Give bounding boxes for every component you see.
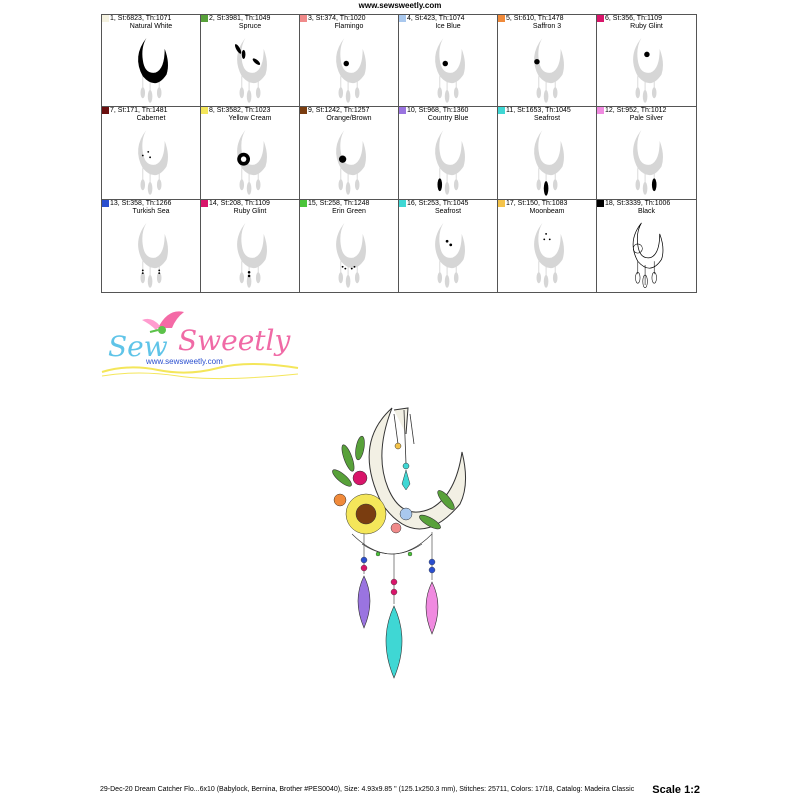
color-cell xyxy=(597,15,696,107)
color-name: Saffron 3 xyxy=(532,23,562,30)
stitch-preview xyxy=(229,33,271,105)
color-swatch xyxy=(300,15,307,22)
color-meta: 12, St:952, Th:1012 xyxy=(605,107,667,115)
stitch-preview xyxy=(427,218,469,290)
site-url: www.sewsweetly.com xyxy=(358,1,442,10)
color-name: Orange/Brown xyxy=(326,115,372,123)
color-swatch xyxy=(300,200,307,207)
color-meta: 11, St:1653, Th:1045 xyxy=(506,107,571,115)
color-swatch xyxy=(597,15,604,22)
color-name: Flamingo xyxy=(334,23,364,30)
color-meta: 7, St:171, Th:1481 xyxy=(110,107,168,115)
scale-label: Scale 1:2 xyxy=(652,784,700,796)
color-name: Natural White xyxy=(129,23,173,30)
color-meta: 1, St:6823, Th:1071 xyxy=(110,15,172,22)
stitch-preview xyxy=(328,218,370,290)
color-swatch xyxy=(102,15,109,22)
color-cell xyxy=(201,200,300,292)
stitch-preview xyxy=(526,218,568,290)
stitch-preview xyxy=(625,125,667,197)
svg-text:www.sewsweetly.com: www.sewsweetly.com xyxy=(146,357,223,366)
color-chart-grid xyxy=(101,14,697,293)
color-cell xyxy=(498,200,597,292)
color-name: Moonbeam xyxy=(529,207,565,215)
color-meta: 5, St:610, Th:1478 xyxy=(506,15,564,22)
color-cell xyxy=(201,107,300,199)
color-swatch xyxy=(201,200,208,207)
color-swatch xyxy=(399,15,406,22)
color-cell xyxy=(597,200,696,292)
color-swatch xyxy=(498,200,505,207)
color-cell xyxy=(201,15,300,107)
color-name: Ruby Glint xyxy=(233,207,267,215)
color-swatch xyxy=(102,200,109,207)
color-swatch xyxy=(201,107,208,114)
color-swatch xyxy=(300,107,307,114)
color-name: Black xyxy=(637,207,656,215)
color-swatch xyxy=(399,107,406,114)
stitch-preview xyxy=(625,218,667,290)
color-swatch xyxy=(597,107,604,114)
color-cell xyxy=(498,107,597,199)
stitch-preview xyxy=(229,218,271,290)
stitch-preview xyxy=(427,125,469,197)
color-cell xyxy=(300,15,399,107)
color-name: Yellow Cream xyxy=(228,115,272,123)
color-name: Country Blue xyxy=(427,115,469,123)
color-meta: 10, St:968, Th:1360 xyxy=(407,107,469,115)
color-cell xyxy=(102,200,201,292)
color-cell xyxy=(399,15,498,107)
dream-catcher-design xyxy=(322,404,480,684)
color-name: Turkish Sea xyxy=(132,207,170,215)
stitch-preview xyxy=(130,125,172,197)
stitch-preview xyxy=(526,125,568,197)
svg-text:Sweetly: Sweetly xyxy=(178,324,291,357)
color-cell xyxy=(102,15,201,107)
color-meta: 16, St:253, Th:1045 xyxy=(407,199,469,207)
stitch-preview xyxy=(625,33,667,105)
color-cell xyxy=(597,107,696,199)
svg-text:Sew: Sew xyxy=(108,330,168,363)
color-meta: 6, St:356, Th:1109 xyxy=(605,15,662,22)
color-meta: 9, St:1242, Th:1257 xyxy=(308,107,370,115)
color-meta: 2, St:3981, Th:1049 xyxy=(209,15,271,22)
color-name: Ice Blue xyxy=(435,23,461,30)
color-cell xyxy=(498,15,597,107)
color-cell xyxy=(399,107,498,199)
color-name: Cabernet xyxy=(136,115,166,123)
color-swatch xyxy=(102,107,109,114)
stitch-preview xyxy=(328,33,370,105)
color-meta: 18, St:3339, Th:1006 xyxy=(605,199,671,207)
color-name: Ruby Glint xyxy=(630,23,663,30)
color-cell xyxy=(102,107,201,199)
color-meta: 17, St:150, Th:1083 xyxy=(506,199,568,207)
color-swatch xyxy=(201,15,208,22)
color-cell xyxy=(399,200,498,292)
footer-info: 29-Dec-20 Dream Catcher Flo...6x10 (Babylock, Bernina, Brother #PES0040), Size: 4.93x9.85 " (125.1x250.3 mm), Stitches: 25711, Colors: 17/18, Catalog: Madeira Classic xyxy=(100,786,635,793)
sewsweetly-logo xyxy=(98,298,304,380)
color-swatch xyxy=(498,15,505,22)
color-name: Seafrost xyxy=(434,207,462,215)
color-name: Pale Silver xyxy=(629,115,664,123)
color-meta: 4, St:423, Th:1074 xyxy=(407,15,465,22)
color-swatch xyxy=(597,200,604,207)
color-name: Spruce xyxy=(238,23,262,30)
color-name: Seafrost xyxy=(533,115,561,123)
color-meta: 8, St:3582, Th:1023 xyxy=(209,107,271,115)
color-cell xyxy=(300,107,399,199)
color-swatch xyxy=(498,107,505,114)
color-name: Erin Green xyxy=(332,207,366,215)
color-meta: 14, St:208, Th:1109 xyxy=(209,199,270,207)
stitch-preview xyxy=(130,218,172,290)
stitch-preview xyxy=(427,33,469,105)
color-swatch xyxy=(399,200,406,207)
stitch-preview xyxy=(130,33,172,105)
stitch-preview xyxy=(526,33,568,105)
stitch-preview xyxy=(229,125,271,197)
color-meta: 3, St:374, Th:1020 xyxy=(308,15,366,22)
color-cell xyxy=(300,200,399,292)
stitch-preview xyxy=(328,125,370,197)
color-meta: 13, St:358, Th:1266 xyxy=(110,199,172,207)
color-meta: 15, St:258, Th:1248 xyxy=(308,199,370,207)
